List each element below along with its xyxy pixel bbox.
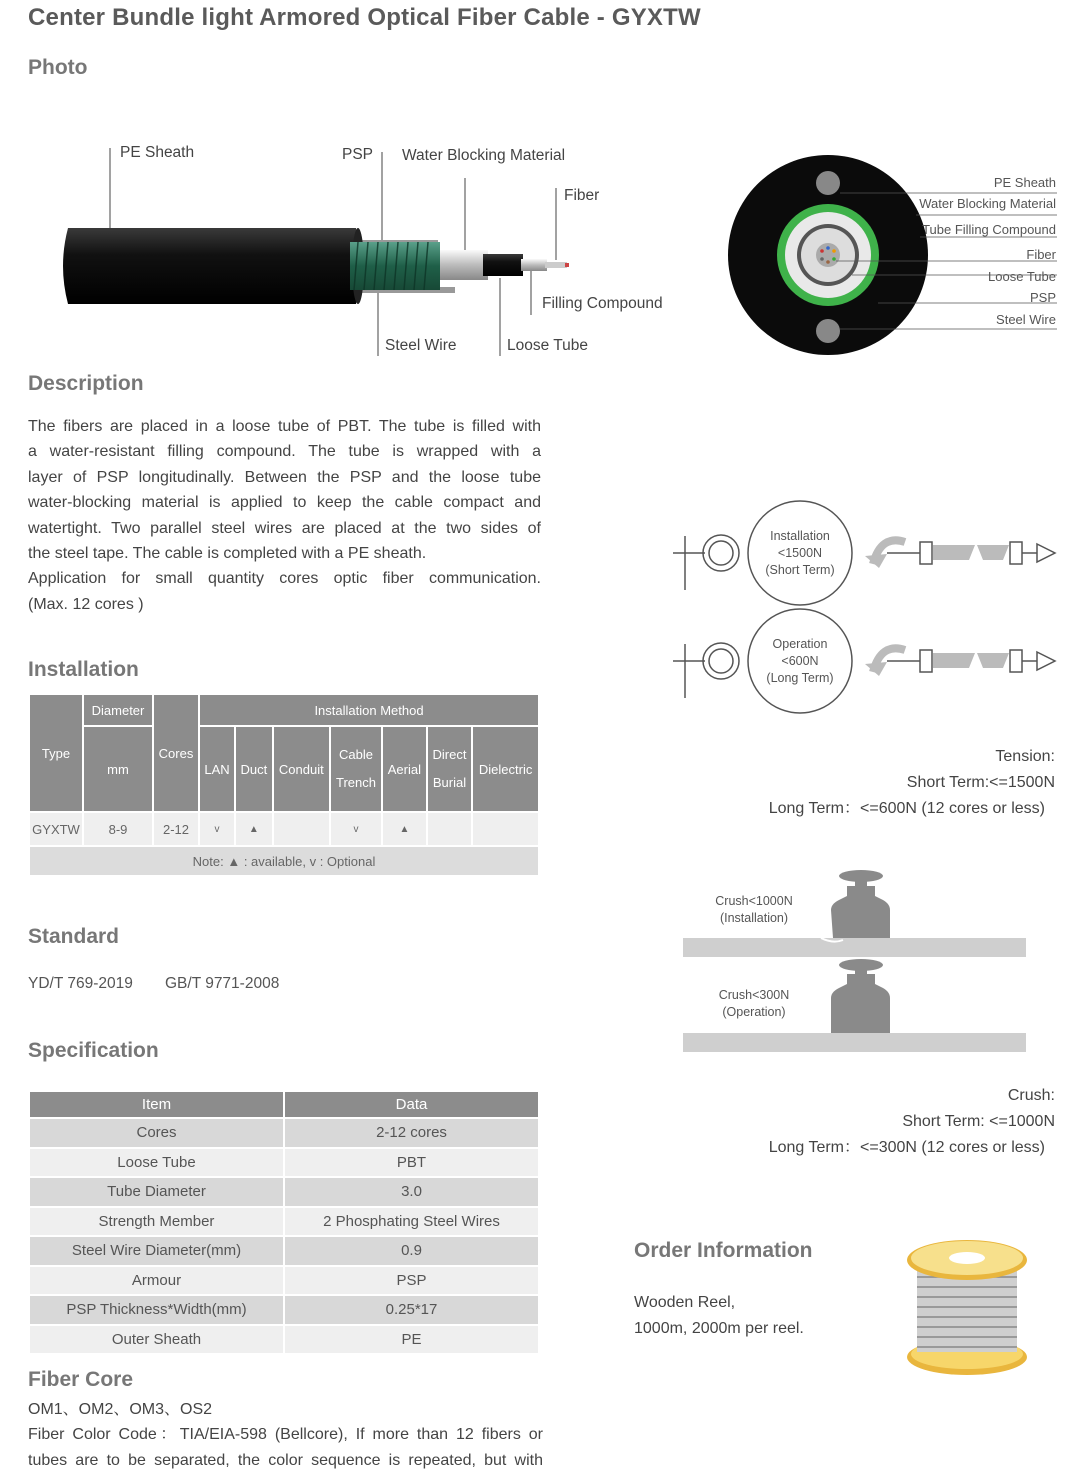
table-row [30,1149,538,1177]
table-row [30,1296,538,1324]
standard-1: YD/T 769-2019 [28,975,133,992]
description-line: the steel tape. The cable is completed with a PE sheath. [28,545,427,563]
col-dielectric: Dielectric [473,727,538,811]
standard-2: GB/T 9771-2008 [165,975,280,992]
col-conduit: Conduit [274,727,329,811]
spec-value: PBT [285,1149,538,1177]
spec-value: 0.25*17 [285,1296,538,1324]
tension-install-line: (Short Term) [765,563,835,577]
tension-long-term: Long Term：<=600N (12 cores or less) [768,800,1045,817]
cell-type: GYXTW [30,813,82,845]
spec-item: Outer Sheath [30,1326,283,1354]
crush-install-line: Crush<1000N [715,894,793,908]
wooden-reel-icon [900,1232,1035,1382]
table-row [30,1119,538,1147]
spec-item: Steel Wire Diameter(mm) [30,1237,283,1265]
label-pe-sheath: PE Sheath [120,144,195,161]
crush-operate-line: (Operation) [722,1005,786,1019]
installation-table [28,693,540,877]
spec-item: Armour [30,1267,283,1295]
label-steel-wire: Steel Wire [385,337,457,354]
col-direct-burial: Direct Burial [428,727,471,811]
section-fiber-core-heading: Fiber Core [28,1368,134,1391]
spec-value: PE [285,1326,538,1354]
section-installation-heading: Installation [28,658,139,681]
cell-cores: 2-12 [154,813,198,845]
crush-summary [769,1083,1055,1161]
section-standard-heading: Standard [28,925,120,948]
table-note: Note: ▲ : available, v : Optional [30,847,538,875]
crush-operate-label [700,987,808,1021]
cell-cable-trench: v [331,813,381,845]
cell-dielectric [473,813,538,845]
fiber-core-line: tubes are to be separated, the color sequence is repeated, but with [28,1451,543,1469]
tension-heading: Tension: [995,748,1055,765]
col-lan: LAN [200,727,234,811]
label-water-blocking: Water Blocking Material [402,147,566,164]
fiber-core-line: Fiber Color Code：TIA/EIA-598 (Bellcore), If more than 12 fibers or [28,1426,543,1444]
page-title: Center Bundle light Armored Optical Fiber Cable - GYXTW [28,4,701,31]
spec-item: Loose Tube [30,1149,283,1177]
col-mm: mm [84,727,152,811]
col-type: Type [30,695,82,811]
crush-operate-line: Crush<300N [718,988,790,1002]
cell-diameter: 8-9 [84,813,152,845]
tension-operate-label [750,636,850,687]
description-line: water-blocking material is applied to keep the cable compact and [28,494,541,512]
tension-install-line: <1500N [777,546,823,560]
col-cable-trench: Cable Trench [331,727,381,811]
label-loose-tube: Loose Tube [507,337,589,354]
tension-operate-line: <600N [781,654,819,668]
section-order-heading: Order Information [634,1239,813,1262]
label-filling-compound: Filling Compound [542,295,663,312]
cable-side-illustration [28,140,688,365]
crush-short-term: Short Term: <=1000N [902,1113,1055,1130]
crush-long-term: Long Term：<=300N (12 cores or less) [768,1139,1045,1156]
fiber-core-text [28,1397,543,1473]
col-duct: Duct [236,727,272,811]
cell-lan: v [200,813,234,845]
xsec-label-tube-filling: Tube Filling Compound [922,222,1056,237]
spec-header-item: Item [30,1092,283,1117]
description-line: layer of PSP longitudinally. Between the PSP and the loose tube [28,468,541,486]
fiber-core-line: OM1、OM2、OM3、OS2 [28,1401,213,1418]
spec-value: 0.9 [285,1237,538,1265]
spec-value: 2 Phosphating Steel Wires [285,1208,538,1236]
tension-summary [769,744,1055,822]
table-row [30,1267,538,1295]
crush-install-line: (Installation) [719,911,789,925]
tension-short-term: Short Term:<=1500N [906,774,1055,791]
order-text [634,1290,804,1342]
tension-diagram [665,498,1065,720]
specification-table [28,1090,540,1355]
table-row [30,1178,538,1206]
cell-aerial: ▲ [383,813,426,845]
order-line: Wooden Reel, [634,1294,736,1311]
tension-install-line: Installation [770,529,830,543]
spec-item: Cores [30,1119,283,1147]
section-specification-heading: Specification [28,1039,159,1062]
section-description-heading: Description [28,372,144,395]
xsec-label-loose-tube: Loose Tube [988,269,1056,284]
tension-operate-line: (Long Term) [766,671,834,685]
table-row [30,1326,538,1354]
description-text [28,414,541,617]
col-cores: Cores [154,695,198,811]
xsec-label-steel-wire: Steel Wire [996,312,1056,327]
description-line: watertight. Two parallel steel wires are placed at the two sides of [28,519,541,537]
table-row [30,1208,538,1236]
xsec-label-pe-sheath: PE Sheath [993,175,1056,190]
tension-operate-line: Operation [772,637,828,651]
label-fiber: Fiber [564,187,600,204]
spec-header-data: Data [285,1092,538,1117]
tension-install-label [750,528,850,579]
col-aerial: Aerial [383,727,426,811]
description-line: a water-resistant filling compound. The tube is wrapped with a [28,443,541,461]
description-line: Application for small quantity cores optic fiber communication. [28,570,541,588]
col-installation-method: Installation Method [200,695,538,725]
xsec-label-water-blocking: Water Blocking Material [919,196,1056,211]
description-line: The fibers are placed in a loose tube of PBT. The tube is filled with [28,418,541,435]
label-psp: PSP [342,146,374,163]
spec-item: Tube Diameter [30,1178,283,1206]
cell-direct-burial [428,813,471,845]
xsec-label-fiber: Fiber [1026,247,1056,262]
spec-value: PSP [285,1267,538,1295]
spec-item: Strength Member [30,1208,283,1236]
crush-heading: Crush: [1007,1087,1055,1104]
section-photo-heading: Photo [28,56,88,79]
table-row [30,1237,538,1265]
spec-value: 2-12 cores [285,1119,538,1147]
crush-install-label [700,893,808,927]
table-row [30,813,538,845]
cell-duct: ▲ [236,813,272,845]
col-diameter: Diameter [84,695,152,725]
xsec-label-psp: PSP [1029,290,1056,305]
spec-item: PSP Thickness*Width(mm) [30,1296,283,1324]
description-line: (Max. 12 cores ) [28,595,144,613]
spec-value: 3.0 [285,1178,538,1206]
cell-conduit [274,813,329,845]
order-line: 1000m, 2000m per reel. [634,1320,804,1337]
